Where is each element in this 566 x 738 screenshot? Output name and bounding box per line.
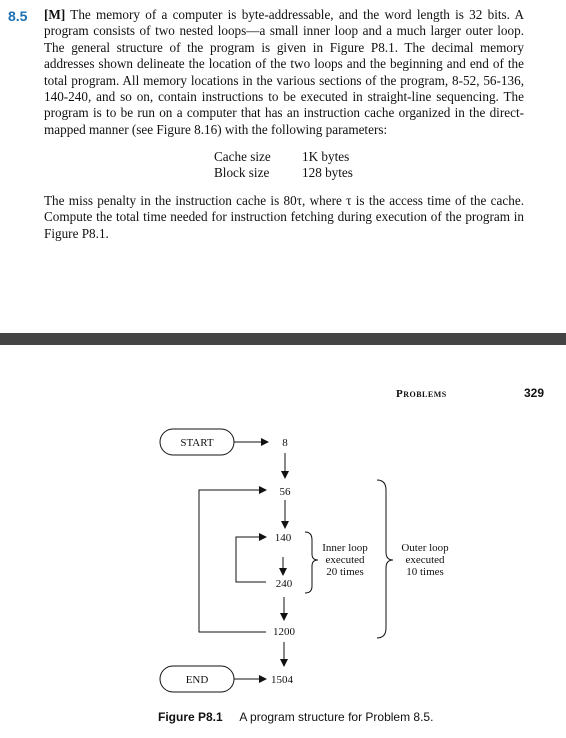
outer-loop-label: Outer loop bbox=[401, 542, 449, 554]
end-label: END bbox=[185, 674, 209, 686]
address-start: 8 bbox=[282, 437, 288, 449]
outer-loop-label: 10 times bbox=[406, 566, 444, 578]
inner-loop-label: executed bbox=[325, 554, 365, 566]
inner-loop-label: Inner loop bbox=[322, 542, 368, 554]
inner-loop-label: 20 times bbox=[326, 566, 364, 578]
outer-loop-back bbox=[199, 490, 266, 632]
address-inner-start: 140 bbox=[274, 532, 292, 544]
page-number: 329 bbox=[524, 386, 545, 400]
penalty-text: The miss penalty in the instruction cache is 80τ, where τ is the access time of the cache. Compute the total time needed for instruction fetching during execution of the program in Figure P8.1. bbox=[44, 193, 524, 241]
problem-number: 8.5 bbox=[8, 8, 28, 24]
running-header: Problems bbox=[396, 388, 447, 400]
address-outer-start: 56 bbox=[279, 486, 291, 498]
param-value: 128 bytes bbox=[302, 165, 353, 180]
problem-tag: [M] bbox=[44, 7, 66, 22]
param-name: Cache size bbox=[214, 149, 271, 164]
param-value: 1K bytes bbox=[302, 149, 350, 164]
caption-text: A program structure for Problem 8.5. bbox=[239, 710, 434, 724]
address-end: 1504 bbox=[271, 674, 293, 686]
inner-loop-brace bbox=[305, 532, 318, 593]
outer-loop-brace bbox=[377, 480, 393, 638]
param-name: Block size bbox=[214, 165, 270, 180]
inner-loop-back bbox=[236, 537, 266, 582]
caption-label: Figure P8.1 bbox=[158, 710, 223, 724]
problem-body: The memory of a computer is byte-addressable, and the word length is 32 bits. A program consists of two nested loops—a small inner loop and a much larger outer loop. The general structure of the program is given in Figure P8.1. The decimal memory addresses shown delineate the location of the two loops and the beginning and end of the total program. All memory locations in the various sections of the program, 8-52, 56-136, 140-240, and so on, contain instructions to be executed in straight-line sequencing. The program is to be run on a computer that has an instruction cache organized in the direct-mapped manner (see Figure 8.16) with the following parameters: bbox=[44, 7, 525, 137]
figure-caption bbox=[158, 710, 433, 724]
outer-loop-label: executed bbox=[405, 554, 445, 566]
address-inner-end: 240 bbox=[275, 578, 293, 590]
address-outer-end: 1200 bbox=[273, 626, 295, 638]
start-label: START bbox=[180, 437, 214, 449]
